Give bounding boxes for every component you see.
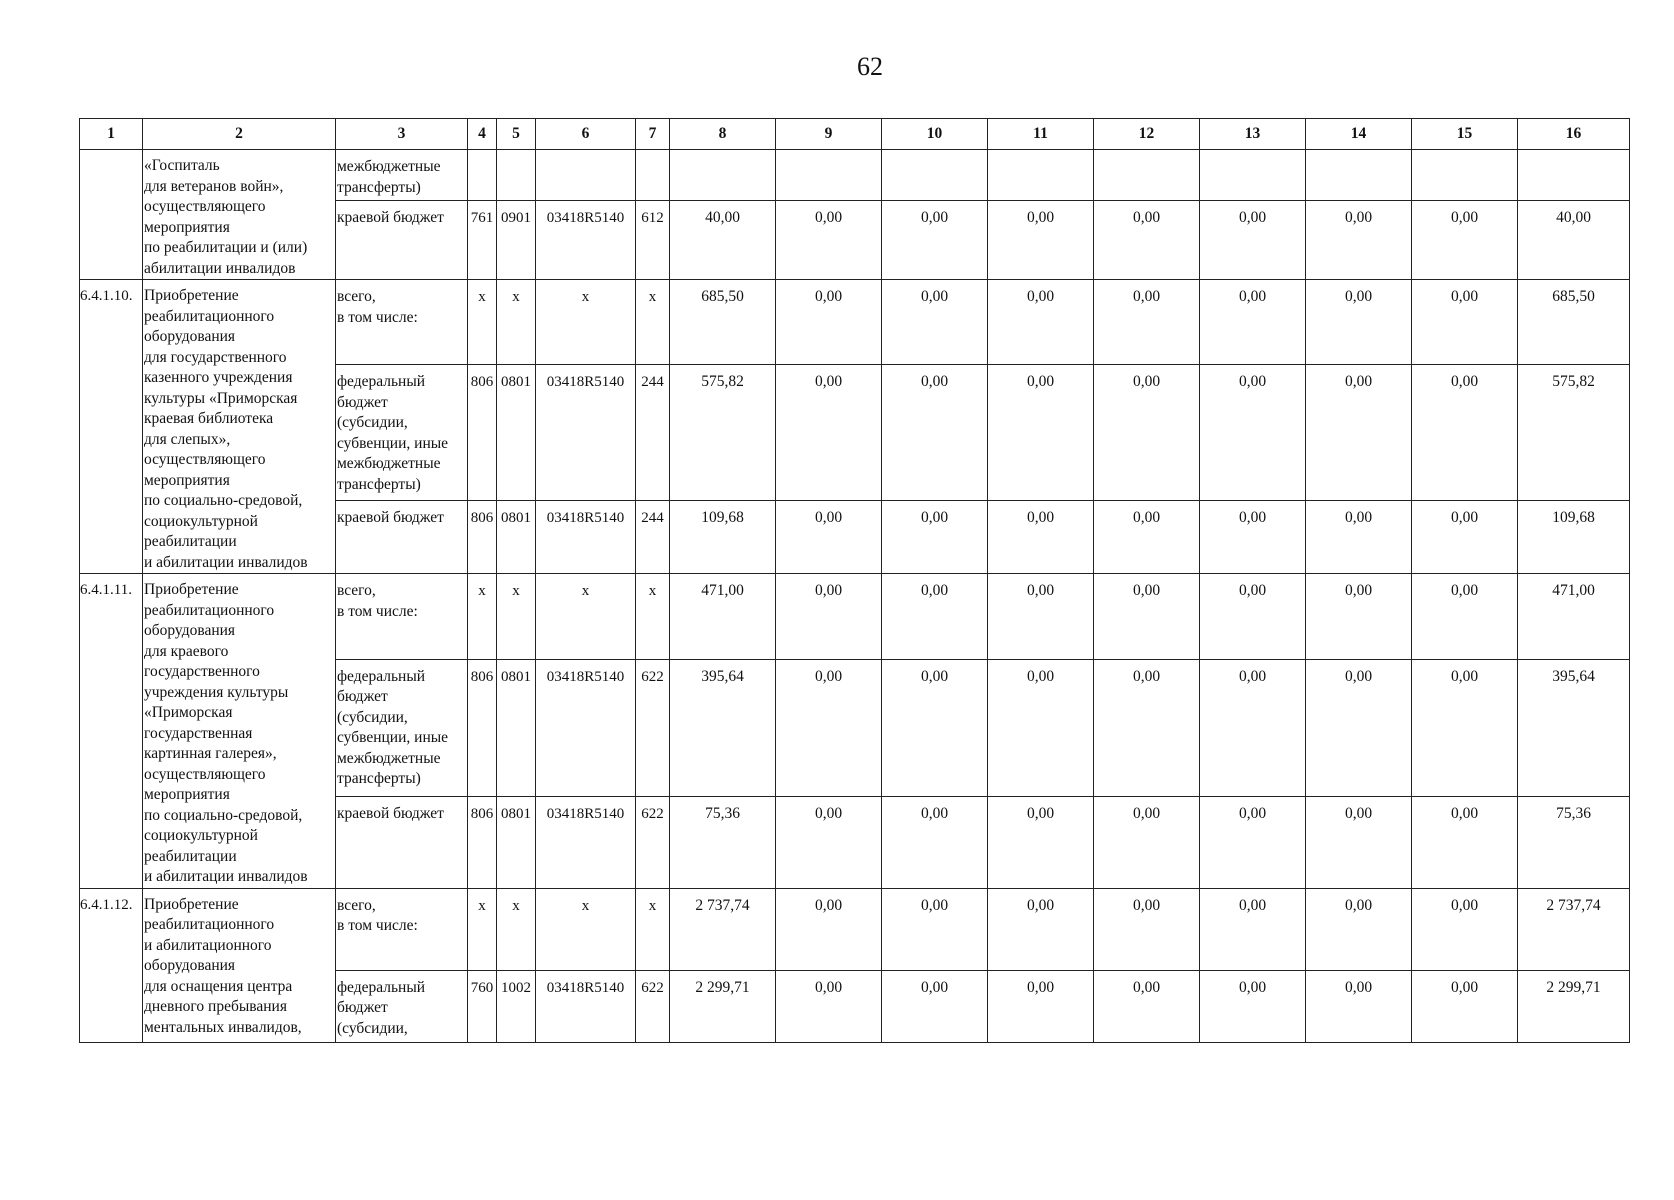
item-name-text-line: культуры «Приморская [144, 389, 298, 407]
item-name-text-line: для слепых», [144, 430, 231, 448]
item-name-text-line: оборудования [144, 622, 236, 639]
funding-source-text-line: краевой бюджет [337, 208, 444, 226]
amount-col-12 [1094, 150, 1200, 201]
amount-col-15: 0,00 [1412, 659, 1518, 796]
funding-source-text-line: межбюджетные [337, 158, 441, 175]
budget-code-c5: x [497, 574, 536, 660]
funding-source-text-line: федеральный [337, 373, 426, 391]
column-header-10: 10 [882, 119, 988, 150]
amount-col-8: 395,64 [670, 659, 776, 796]
item-name-text-line: реабилитационного [144, 916, 275, 933]
funding-source-text-line: (субсидии, [337, 708, 408, 726]
table-row [80, 150, 1630, 201]
column-header-3: 3 [336, 119, 468, 150]
funding-source-text-line: межбюджетные [337, 749, 441, 767]
amount-col-16: 40,00 [1518, 200, 1630, 279]
item-index [80, 150, 143, 280]
amount-col-12: 0,00 [1094, 888, 1200, 970]
item-name-text-line: осуществляющего [144, 765, 266, 783]
funding-source-text-line: субвенции, иные [337, 729, 449, 747]
item-name-text-line: Приобретение [144, 895, 239, 913]
budget-code-c5: x [497, 280, 536, 365]
item-name-text-line: мероприятия [144, 786, 230, 803]
item-name-text-line: для государственного [144, 348, 287, 366]
funding-source-text [337, 667, 467, 790]
amount-col-15: 0,00 [1412, 574, 1518, 660]
item-name-text-line: по социально-средовой, [144, 806, 303, 824]
table-row [80, 888, 1630, 970]
budget-code-c5: 0901 [497, 200, 536, 279]
item-name-text-line: мероприятия [144, 471, 230, 489]
column-header-15: 15 [1412, 119, 1518, 150]
item-name-text-line: реабилитации [144, 533, 237, 550]
amount-col-13: 0,00 [1200, 200, 1306, 279]
item-name-text-line: осуществляющего [144, 198, 266, 215]
item-name-text-line: мероприятия [144, 218, 230, 236]
amount-col-16: 109,68 [1518, 501, 1630, 574]
item-name [143, 280, 336, 574]
item-name-text-line: картинная галерея», [144, 745, 277, 762]
amount-col-9: 0,00 [776, 888, 882, 970]
amount-col-8 [670, 150, 776, 201]
amount-col-8: 575,82 [670, 365, 776, 501]
item-name-text-line: казенного учреждения [144, 369, 293, 386]
item-name-text [144, 580, 335, 888]
column-header-11: 11 [988, 119, 1094, 150]
budget-code-c4 [468, 150, 497, 201]
funding-source [336, 200, 468, 279]
amount-col-11 [988, 150, 1094, 201]
funding-source [336, 970, 468, 1042]
item-name-text-line: реабилитационного [144, 601, 275, 619]
funding-source-text [337, 208, 467, 229]
table-body [80, 119, 1630, 1043]
funding-source [336, 365, 468, 501]
amount-col-13: 0,00 [1200, 888, 1306, 970]
budget-code-c4: 806 [468, 501, 497, 574]
column-header-8: 8 [670, 119, 776, 150]
amount-col-16: 395,64 [1518, 659, 1630, 796]
amount-col-9: 0,00 [776, 796, 882, 888]
item-name-text-line: и абилитации инвалидов [144, 868, 308, 885]
budget-code-c6: 03418R5140 [536, 796, 636, 888]
amount-col-15: 0,00 [1412, 888, 1518, 970]
item-name-text-line: и абилитации инвалидов [144, 553, 308, 571]
amount-col-10: 0,00 [882, 888, 988, 970]
amount-col-14: 0,00 [1306, 280, 1412, 365]
amount-col-12: 0,00 [1094, 659, 1200, 796]
table-row [80, 280, 1630, 365]
amount-col-9: 0,00 [776, 574, 882, 660]
budget-code-c4: x [468, 280, 497, 365]
amount-col-13: 0,00 [1200, 280, 1306, 365]
budget-code-c7 [636, 150, 670, 201]
amount-col-13: 0,00 [1200, 574, 1306, 660]
funding-source [336, 574, 468, 660]
amount-col-14: 0,00 [1306, 659, 1412, 796]
item-index: 6.4.1.10. [80, 280, 143, 574]
amount-col-13: 0,00 [1200, 796, 1306, 888]
budget-code-c7: 622 [636, 659, 670, 796]
budget-code-c4: 760 [468, 970, 497, 1042]
funding-source [336, 659, 468, 796]
amount-col-10: 0,00 [882, 796, 988, 888]
item-name-text-line: «Приморская [144, 704, 233, 721]
funding-source-text-line: бюджет [337, 688, 388, 706]
amount-col-9: 0,00 [776, 501, 882, 574]
funding-source-text-line: трансферты) [337, 770, 421, 788]
item-name-text-line: ментальных инвалидов, [144, 1018, 302, 1036]
funding-source-text-line: федеральный [337, 978, 426, 996]
budget-code-c7: 612 [636, 200, 670, 279]
funding-source-text-line: всего, [337, 896, 376, 914]
funding-source-text-line: в том числе: [337, 308, 418, 326]
budget-code-c7: 244 [636, 365, 670, 501]
funding-source-text-line: федеральный [337, 667, 426, 685]
amount-col-15: 0,00 [1412, 796, 1518, 888]
amount-col-11: 0,00 [988, 796, 1094, 888]
budget-code-c7: x [636, 574, 670, 660]
budget-code-c6: 03418R5140 [536, 501, 636, 574]
amount-col-14: 0,00 [1306, 796, 1412, 888]
amount-col-14: 0,00 [1306, 970, 1412, 1042]
budget-code-c5: 0801 [497, 796, 536, 888]
column-header-4: 4 [468, 119, 497, 150]
amount-col-8: 685,50 [670, 280, 776, 365]
budget-code-c6: x [536, 280, 636, 365]
item-name-text-line: осуществляющего [144, 451, 266, 468]
amount-col-10 [882, 150, 988, 201]
funding-source [336, 280, 468, 365]
item-name-text [144, 156, 335, 279]
amount-col-9: 0,00 [776, 970, 882, 1042]
budget-code-c6: 03418R5140 [536, 200, 636, 279]
funding-source-text-line: краевой бюджет [337, 804, 444, 822]
funding-source-text-line: всего, [337, 288, 376, 305]
item-index: 6.4.1.11. [80, 574, 143, 889]
item-name-text-line: дневного пребывания [144, 998, 287, 1015]
amount-col-13 [1200, 150, 1306, 201]
funding-source-text-line: бюджет [337, 999, 388, 1016]
page-number: 62 [857, 52, 883, 81]
item-name-text-line: государственного [144, 663, 260, 680]
budget-code-c4: 761 [468, 200, 497, 279]
amount-col-10: 0,00 [882, 365, 988, 501]
column-header-6: 6 [536, 119, 636, 150]
amount-col-9: 0,00 [776, 200, 882, 279]
amount-col-16: 575,82 [1518, 365, 1630, 501]
budget-code-c5: 0801 [497, 659, 536, 796]
item-name-text-line: социокультурной [144, 512, 258, 530]
item-name-text [144, 895, 335, 1039]
amount-col-10: 0,00 [882, 970, 988, 1042]
amount-col-16: 2 737,74 [1518, 888, 1630, 970]
amount-col-16: 471,00 [1518, 574, 1630, 660]
budget-code-c4: 806 [468, 659, 497, 796]
amount-col-15: 0,00 [1412, 501, 1518, 574]
item-name-text-line: Приобретение [144, 287, 239, 304]
budget-code-c6: 03418R5140 [536, 365, 636, 501]
budget-code-c5 [497, 150, 536, 201]
column-header-13: 13 [1200, 119, 1306, 150]
amount-col-16: 2 299,71 [1518, 970, 1630, 1042]
budget-code-c5: x [497, 888, 536, 970]
funding-source-text [337, 581, 467, 622]
amount-col-14: 0,00 [1306, 200, 1412, 279]
budget-code-c7: 622 [636, 796, 670, 888]
budget-code-c5: 1002 [497, 970, 536, 1042]
amount-col-8: 109,68 [670, 501, 776, 574]
amount-col-12: 0,00 [1094, 501, 1200, 574]
amount-col-9: 0,00 [776, 659, 882, 796]
budget-code-c4: 806 [468, 796, 497, 888]
amount-col-9: 0,00 [776, 280, 882, 365]
amount-col-12: 0,00 [1094, 365, 1200, 501]
amount-col-13: 0,00 [1200, 501, 1306, 574]
budget-code-c4: 806 [468, 365, 497, 501]
budget-code-c7: 244 [636, 501, 670, 574]
amount-col-16 [1518, 150, 1630, 201]
funding-source-text [337, 508, 467, 529]
funding-source [336, 888, 468, 970]
funding-source-text-line: трансферты) [337, 475, 421, 493]
amount-col-9 [776, 150, 882, 201]
funding-source-text-line: трансферты) [337, 178, 421, 196]
budget-code-c7: x [636, 888, 670, 970]
amount-col-12: 0,00 [1094, 574, 1200, 660]
funding-source [336, 501, 468, 574]
funding-source-text [337, 896, 467, 937]
amount-col-11: 0,00 [988, 365, 1094, 501]
budget-code-c7: 622 [636, 970, 670, 1042]
item-name-text-line: Приобретение [144, 581, 239, 598]
funding-source-text-line: краевой бюджет [337, 509, 444, 527]
item-name [143, 888, 336, 1042]
amount-col-11: 0,00 [988, 970, 1094, 1042]
table-header-row [80, 119, 1630, 150]
item-name [143, 574, 336, 889]
amount-col-15: 0,00 [1412, 970, 1518, 1042]
amount-col-10: 0,00 [882, 280, 988, 365]
funding-source-text-line: (субсидии, [337, 1019, 408, 1037]
item-name-text-line: краевая библиотека [144, 410, 274, 427]
item-name-text-line: социокультурной [144, 827, 258, 844]
amount-col-16: 685,50 [1518, 280, 1630, 365]
item-name-text-line: реабилитационного [144, 307, 275, 325]
amount-col-14: 0,00 [1306, 888, 1412, 970]
item-name-text-line: государственная [144, 724, 253, 742]
item-name-text-line: реабилитации [144, 847, 237, 865]
amount-col-14: 0,00 [1306, 365, 1412, 501]
amount-col-12: 0,00 [1094, 200, 1200, 279]
amount-col-11: 0,00 [988, 501, 1094, 574]
amount-col-12: 0,00 [1094, 796, 1200, 888]
amount-col-13: 0,00 [1200, 970, 1306, 1042]
column-header-1: 1 [80, 119, 143, 150]
amount-col-10: 0,00 [882, 574, 988, 660]
funding-source-text-line: межбюджетные [337, 455, 441, 473]
amount-col-12: 0,00 [1094, 280, 1200, 365]
budget-code-c6: x [536, 888, 636, 970]
item-name-text-line: оборудования [144, 328, 236, 345]
item-name-text-line: «Госпиталь [144, 157, 220, 174]
funding-source-text [337, 372, 467, 495]
budget-code-c4: x [468, 888, 497, 970]
item-name-text-line: и абилитационного [144, 936, 272, 954]
column-header-14: 14 [1306, 119, 1412, 150]
column-header-16: 16 [1518, 119, 1630, 150]
column-header-2: 2 [143, 119, 336, 150]
item-name-text-line: оборудования [144, 957, 236, 974]
column-header-5: 5 [497, 119, 536, 150]
budget-code-c4: x [468, 574, 497, 660]
funding-source-text [337, 287, 467, 328]
amount-col-12: 0,00 [1094, 970, 1200, 1042]
amount-col-10: 0,00 [882, 659, 988, 796]
funding-source-text [337, 157, 467, 198]
budget-code-c5: 0801 [497, 501, 536, 574]
amount-col-14: 0,00 [1306, 501, 1412, 574]
amount-col-15: 0,00 [1412, 280, 1518, 365]
budget-code-c6: x [536, 574, 636, 660]
amount-col-11: 0,00 [988, 200, 1094, 279]
amount-col-11: 0,00 [988, 659, 1094, 796]
budget-table [79, 118, 1630, 1043]
item-name-text [144, 286, 335, 573]
funding-source [336, 796, 468, 888]
column-header-7: 7 [636, 119, 670, 150]
item-name-text-line: по социально-средовой, [144, 492, 303, 509]
amount-col-14 [1306, 150, 1412, 201]
amount-col-11: 0,00 [988, 574, 1094, 660]
item-name-text-line: учреждения культуры [144, 683, 289, 701]
funding-source-text-line: в том числе: [337, 602, 418, 620]
budget-code-c7: x [636, 280, 670, 365]
item-name-text-line: для ветеранов войн», [144, 177, 284, 195]
amount-col-16: 75,36 [1518, 796, 1630, 888]
amount-col-10: 0,00 [882, 501, 988, 574]
funding-source-text-line: в том числе: [337, 917, 418, 934]
amount-col-11: 0,00 [988, 888, 1094, 970]
column-header-9: 9 [776, 119, 882, 150]
amount-col-9: 0,00 [776, 365, 882, 501]
column-header-12: 12 [1094, 119, 1200, 150]
item-name-text-line: по реабилитации и (или) [144, 239, 308, 256]
amount-col-14: 0,00 [1306, 574, 1412, 660]
amount-col-11: 0,00 [988, 280, 1094, 365]
budget-code-c6: 03418R5140 [536, 970, 636, 1042]
amount-col-8: 471,00 [670, 574, 776, 660]
funding-source-text-line: субвенции, иные [337, 434, 449, 452]
budget-code-c5: 0801 [497, 365, 536, 501]
amount-col-15: 0,00 [1412, 365, 1518, 501]
funding-source-text-line: (субсидии, [337, 414, 408, 432]
amount-col-8: 2 299,71 [670, 970, 776, 1042]
item-name-text-line: для оснащения центра [144, 977, 293, 995]
item-name-text-line: для краевого [144, 642, 229, 660]
budget-code-c6: 03418R5140 [536, 659, 636, 796]
amount-col-13: 0,00 [1200, 659, 1306, 796]
item-name-text-line: абилитации инвалидов [144, 259, 296, 277]
amount-col-13: 0,00 [1200, 365, 1306, 501]
amount-col-8: 2 737,74 [670, 888, 776, 970]
funding-source-text-line: бюджет [337, 393, 388, 411]
table-row [80, 574, 1630, 660]
amount-col-15 [1412, 150, 1518, 201]
item-index: 6.4.1.12. [80, 888, 143, 1042]
amount-col-8: 40,00 [670, 200, 776, 279]
amount-col-15: 0,00 [1412, 200, 1518, 279]
funding-source-text [337, 804, 467, 825]
amount-col-8: 75,36 [670, 796, 776, 888]
funding-source [336, 150, 468, 201]
funding-source-text [337, 978, 467, 1040]
funding-source-text-line: всего, [337, 582, 376, 599]
item-name [143, 150, 336, 280]
amount-col-10: 0,00 [882, 200, 988, 279]
budget-code-c6 [536, 150, 636, 201]
